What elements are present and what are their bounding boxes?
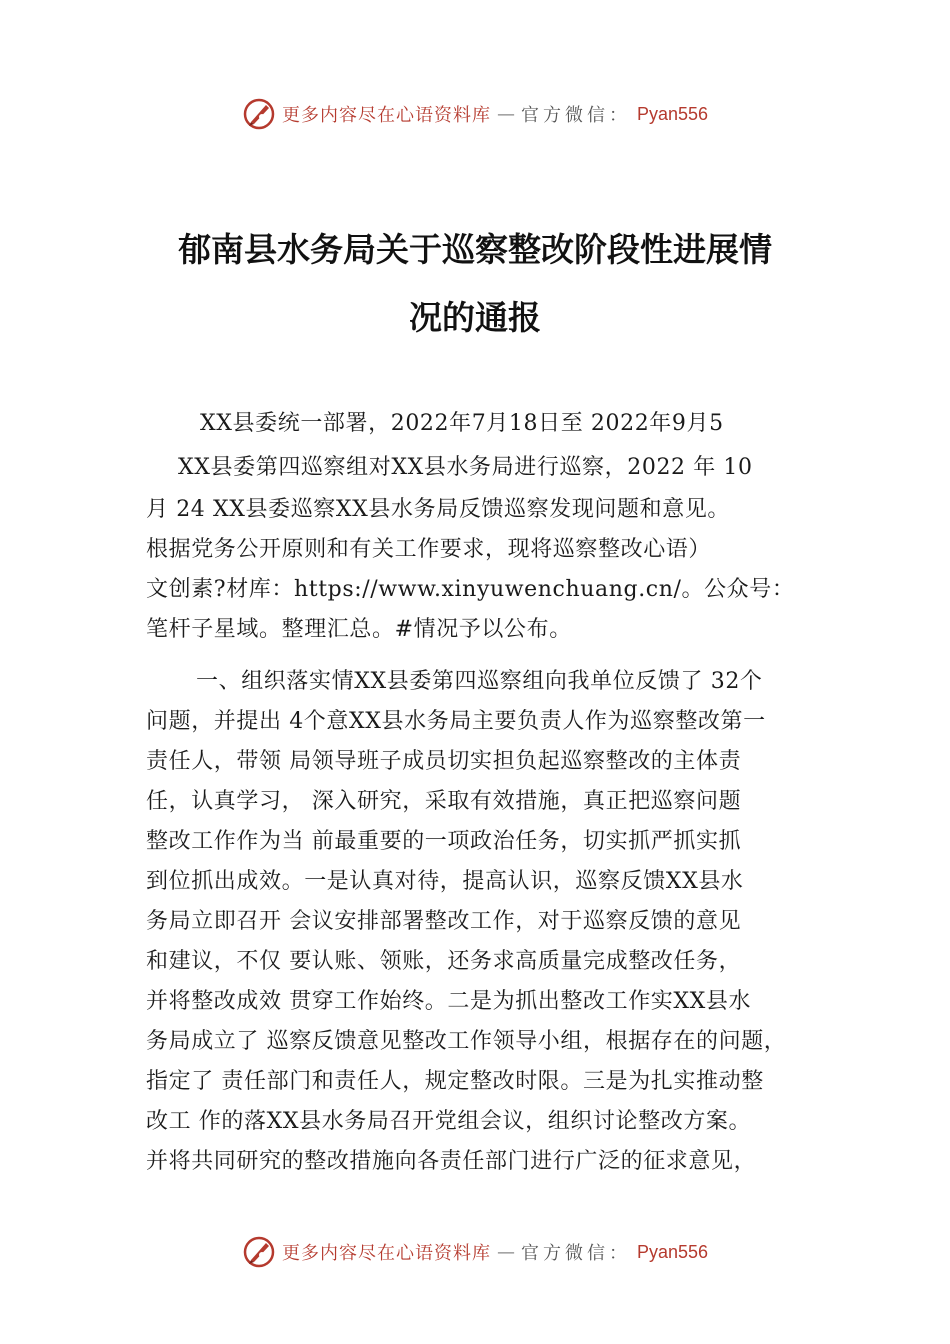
body-line: 务局成立了 巡察反馈意见整改工作领导小组，根据存在的问题，	[146, 1029, 787, 1054]
quill-logo-icon	[242, 97, 276, 131]
body-line: 改工 作的落XX县水务局召开党组会议，组织讨论整改方案。	[146, 1109, 752, 1134]
document-title-line-2: 况的通报	[409, 298, 541, 337]
body-line: 任，认真学习， 深入研究，采取有效措施，真正把巡察问题	[146, 789, 742, 814]
banner-main-text: 更多内容尽在心语资料库	[281, 105, 491, 126]
body-line: 根据党务公开原则和有关工作要求，现将巡察整改心语）	[146, 537, 712, 562]
body-line: 并将整改成效 贯穿工作始终。二是为抓出整改工作实XX县水	[146, 989, 752, 1014]
body-line: 文创素?材库：https://www.xinyuwenchuang.cn/。公众号：	[146, 577, 795, 602]
banner-dash: —	[496, 1241, 515, 1263]
body-line: 务局立即召开 会议安排部署整改工作，对于巡察反馈的意见	[146, 909, 742, 934]
body-line: 一、组织落实情XX县委第四巡察组向我单位反馈了 32个	[196, 669, 763, 694]
banner-wechat-label: 官方微信：	[520, 1243, 631, 1264]
footer-banner	[0, 1232, 950, 1272]
body-line: 并将共同研究的整改措施向各责任部门进行广泛的征求意见，	[146, 1149, 757, 1174]
body-line: 月 24 XX县委巡察XX县水务局反馈巡察发现问题和意见。	[146, 497, 731, 522]
banner-main-text: 更多内容尽在心语资料库	[281, 1243, 491, 1264]
quill-logo-icon	[242, 1235, 276, 1269]
body-line: XX县委第四巡察组对XX县水务局进行巡察，2022 年 10	[178, 455, 753, 480]
banner-wechat-id: Pyan556	[636, 103, 709, 124]
body-line: 和建议，不仅 要认账、领账，还务求高质量完成整改任务，	[146, 949, 742, 974]
banner-wechat-label: 官方微信：	[520, 105, 631, 126]
banner-wechat-id: Pyan556	[636, 1241, 709, 1262]
body-line: 整改工作作为当 前最重要的一项政治任务，切实抓严抓实抓	[146, 829, 742, 854]
document-title-line-1: 郁南县水务局关于巡察整改阶段性进展情	[178, 230, 772, 269]
body-line: XX县委统一部署，2022年7月18日至 2022年9月5	[200, 411, 724, 436]
header-banner	[0, 94, 950, 134]
body-line: 笔杆子星域。整理汇总。#情况予以公布。	[146, 617, 572, 642]
body-line: 问题，并提出 4个意XX县水务局主要负责人作为巡察整改第一	[146, 709, 766, 734]
banner-dash: —	[496, 103, 515, 125]
body-line: 指定了 责任部门和责任人，规定整改时限。三是为扎实推动整	[146, 1069, 764, 1094]
body-line: 到位抓出成效。一是认真对待，提高认识，巡察反馈XX县水	[146, 869, 744, 894]
body-line: 责任人，带领 局领导班子成员切实担负起巡察整改的主体责	[146, 749, 742, 774]
